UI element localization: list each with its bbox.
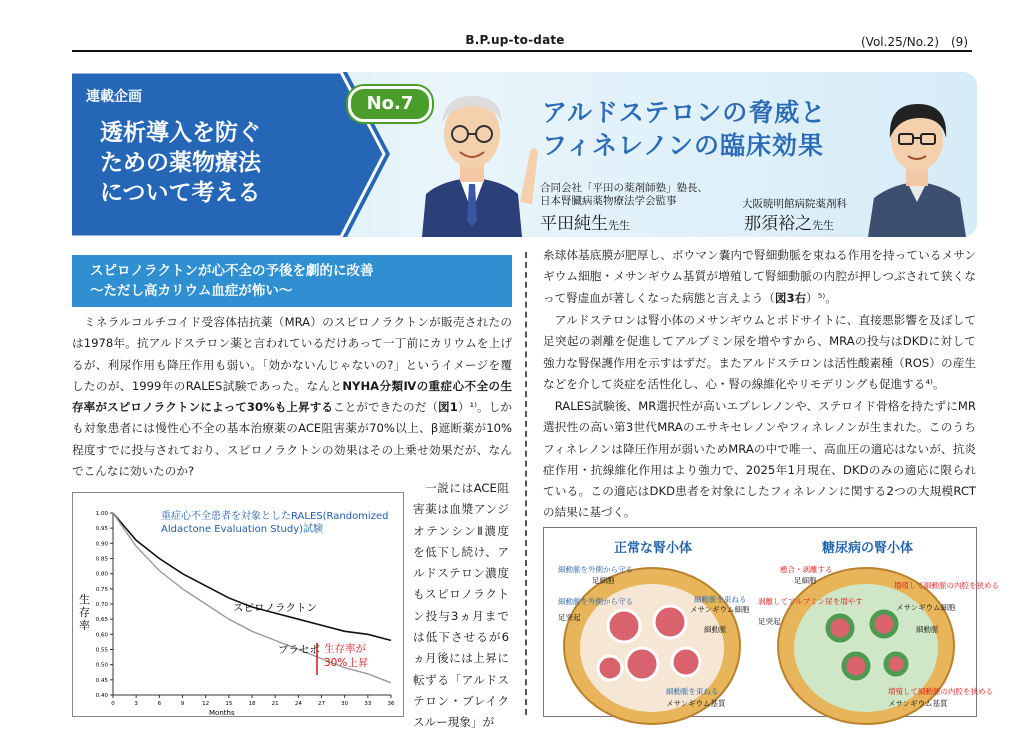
y-tick-label: 0.85 [95, 556, 108, 563]
y-tick-label: 0.95 [95, 526, 108, 533]
diagram-label: 剥離してアルブミン尿を増やす [758, 597, 863, 606]
renal-corpuscle-diagram [544, 528, 999, 716]
diagram-label: 細動脈 [704, 625, 727, 634]
survival-chart [73, 493, 403, 716]
diagram-label: 足細胞 [592, 576, 615, 585]
section-heading-line: スピロノラクトンが心不全の予後を劇的に改善 [90, 263, 374, 279]
series-title-line: ための薬物療法 [100, 150, 261, 176]
x-axis-label: Months [209, 709, 235, 717]
series-main-title [100, 118, 261, 208]
panel-title-normal: 正常な腎小体 [614, 541, 693, 556]
article-title-line: アルドステロンの脅威と [542, 98, 827, 127]
emphasis-text: NYHA分類Ⅳの重症心不全の生存率がスピロノラクトンによって30%も上昇する [72, 378, 512, 415]
section-heading [72, 255, 512, 307]
y-label-char: 率 [79, 619, 90, 632]
honorific: 先生 [608, 219, 630, 232]
author2-name [744, 209, 834, 234]
header-rule [72, 50, 972, 52]
x-tick-label: 12 [202, 701, 210, 707]
annotation-line: 生存率が [324, 643, 366, 655]
x-tick-label: 6 [157, 701, 162, 707]
right-paragraph-1 [543, 245, 976, 309]
diagram-label: 増殖して細動脈の内腔を狭める [888, 687, 993, 696]
author1-portrait [402, 82, 542, 237]
y-tick-label: 0.70 [95, 602, 108, 608]
y-label-char: 生 [79, 593, 90, 606]
x-tick-label: 33 [364, 701, 372, 707]
author1-affiliation [540, 182, 708, 208]
x-tick-label: 27 [318, 701, 325, 707]
figure-reference: 図3右 [774, 290, 807, 305]
series-title-line: について考える [100, 180, 261, 206]
section-heading-line: ～ただし高カリウム血症が怖い～ [90, 283, 293, 299]
y-tick-label: 0.50 [95, 662, 108, 669]
x-tick-label: 15 [225, 701, 233, 707]
figure-reference: 図1 [438, 400, 458, 415]
article-title-line: フィネレノンの臨床効果 [542, 131, 825, 160]
author2-portrait [862, 90, 972, 237]
diagram-label: 足突起 [758, 617, 781, 626]
panel-title-diabetic: 糖尿病の腎小体 [822, 541, 914, 556]
x-tick-label: 18 [248, 701, 256, 707]
text-span: ことができたのだ（ [333, 400, 439, 415]
y-tick-label: 0.60 [95, 632, 108, 639]
x-tick-label: 24 [294, 701, 302, 707]
y-tick-label: 0.75 [95, 586, 108, 593]
y-tick-label: 0.80 [95, 571, 108, 578]
series-title-line: 透析導入を防ぐ [100, 120, 261, 146]
y-tick-label: 0.65 [95, 617, 108, 624]
y-tick-label: 1.00 [95, 511, 108, 517]
x-tick-label: 0 [111, 701, 115, 707]
figure-3 [543, 527, 999, 717]
diagram-label: 細動脈を外側から守る [558, 597, 633, 606]
text-span: 糸球体基底膜が肥厚し、ボウマン嚢内で腎細動脈を束ねる作用を持っているメサンギウム細胞・メサンギウム基質が増殖して腎細動脈の内腔が押しつぶされて狭くなって腎虚血が著しくなった病態と言えよう（ [543, 248, 976, 305]
series-banner [72, 72, 977, 237]
left-column-paragraph [72, 312, 512, 482]
affiliation-line: 日本腎臓病薬物療法学会監事 [540, 195, 677, 207]
x-tick-label: 9 [180, 701, 185, 707]
affiliation-line: 合同会社「平田の薬剤師塾」塾長、 [540, 182, 708, 194]
author2-affiliation: 大阪暁明館病院薬剤科 [742, 198, 847, 210]
x-tick-label: 36 [387, 701, 395, 707]
diagram-label: 足細胞 [794, 576, 817, 585]
right-paragraph-3: RALES試験後、MR選択性が高いエプレレノンや、ステロイド骨格を持たずにMR選択性の高い第3世代MRAのエサキセレノンやフィネレノンが生まれた。このうちフィネレノンは降圧作用が弱いためMRAの中で唯一、高血圧の適応はないが、抗炎症作用・抗線維化作用はより強力で、2025年1月現在、DKDのみの適応に限られている。この適応はDKD患者を対象にしたフィネレノンに関する2つの大規模RCTの結果に基づく。 [543, 399, 976, 520]
y-tick-label: 0.55 [95, 647, 108, 654]
text-span: ）¹⁾。しかも対象患者には慢性心不全の基本治療薬のACE阻害薬が70%以上、β遮断薬が10%程度すでに投与されており、スピロノラクトンの効果はその上乗せ効果だが、なんでこんなに効いたのか? [72, 400, 512, 479]
diagram-label: 細動脈を束ねる [666, 687, 719, 696]
issue-number-badge: No.7 [348, 86, 432, 122]
journal-title: B.P.up-to-date [465, 33, 565, 47]
y-label-char: 存 [79, 606, 90, 619]
diagram-label: メサンギウム基質 [666, 699, 726, 708]
author1-name-text: 平田純生 [540, 214, 608, 234]
diagram-label: メサンギウム細胞 [690, 605, 750, 614]
series-label: 連載企画 [86, 89, 142, 105]
x-tick-label: 30 [341, 701, 349, 707]
text-span: ミネラルコルチコイド受容体拮抗薬（MRA）のスピロノラクトンが販売されたのは1978年。抗アルドステロン薬と言われているだけあって一丁前にカリウムを上げるが、利尿作用も降圧作用も弱い。「効かないんじゃないの?」というイメージを覆したのが、1999年のRALES試験であった。なんと [72, 315, 512, 393]
diagram-label: メサンギウム細胞 [896, 603, 956, 612]
series-label-placebo: プラセボ [278, 644, 320, 656]
diagram-label: 癒合・剥離する [780, 565, 833, 574]
article-title [542, 96, 826, 162]
text-span: ）⁵⁾。 [806, 290, 837, 305]
right-paragraph-2: アルドステロンは腎小体のメサンギウムとポドサイトに、直接悪影響を及ぼして足突起の剥離を促進してアルブミン尿を増やすから、MRAの投与はDKDに対して強力な腎保護作用を示すはずだ。またアルドステロンは活性酸素種（ROS）の産生などを介して炎症を活性化し、心・腎の線維化やリモデリングも促進する⁴⁾。 [543, 313, 977, 391]
diagram-label: 細動脈を外側から守る [558, 565, 633, 574]
diagram-label: 細動脈を束ねる [694, 595, 747, 604]
y-tick-label: 0.45 [95, 677, 108, 684]
diagram-label: 増殖して細動脈の内腔を狭める [894, 581, 999, 590]
x-tick-label: 3 [134, 701, 138, 707]
y-axis-label [79, 592, 94, 632]
annotation-line: 30%上昇 [324, 657, 369, 669]
diagram-label: メサンギウム基質 [888, 699, 948, 708]
honorific: 先生 [812, 219, 834, 232]
y-tick-label: 0.90 [95, 541, 108, 548]
y-tick-label: 0.40 [95, 693, 108, 699]
volume-number: (Vol.25/No.2) (9) [861, 35, 968, 49]
x-tick-label: 21 [271, 701, 279, 707]
chart-title-line: Aldactone Evaluation Study)試験 [161, 524, 324, 535]
series-label-spironolactone: スピロノラクトン [233, 602, 317, 614]
column-divider [525, 252, 527, 715]
author2-name-text: 那須裕之 [744, 214, 812, 234]
side-paragraph: 一説にはACE阻害薬は血漿アンジオテンシンⅡ濃度を低下し続け、アルドステロン濃度もスピロノラクトン投与3ヵ月までは低下させるが6ヵ月後には上昇に転ずる「アルドステロン・ブレイクスルー現象」が [413, 481, 509, 730]
diagram-label: 細動脈 [916, 625, 939, 634]
author1-name [540, 209, 630, 234]
diagram-label: 足突起 [558, 613, 581, 622]
figure-1 [72, 492, 404, 717]
chart-title-line: 重症心不全患者を対象としたRALES(Randomized [161, 511, 389, 522]
